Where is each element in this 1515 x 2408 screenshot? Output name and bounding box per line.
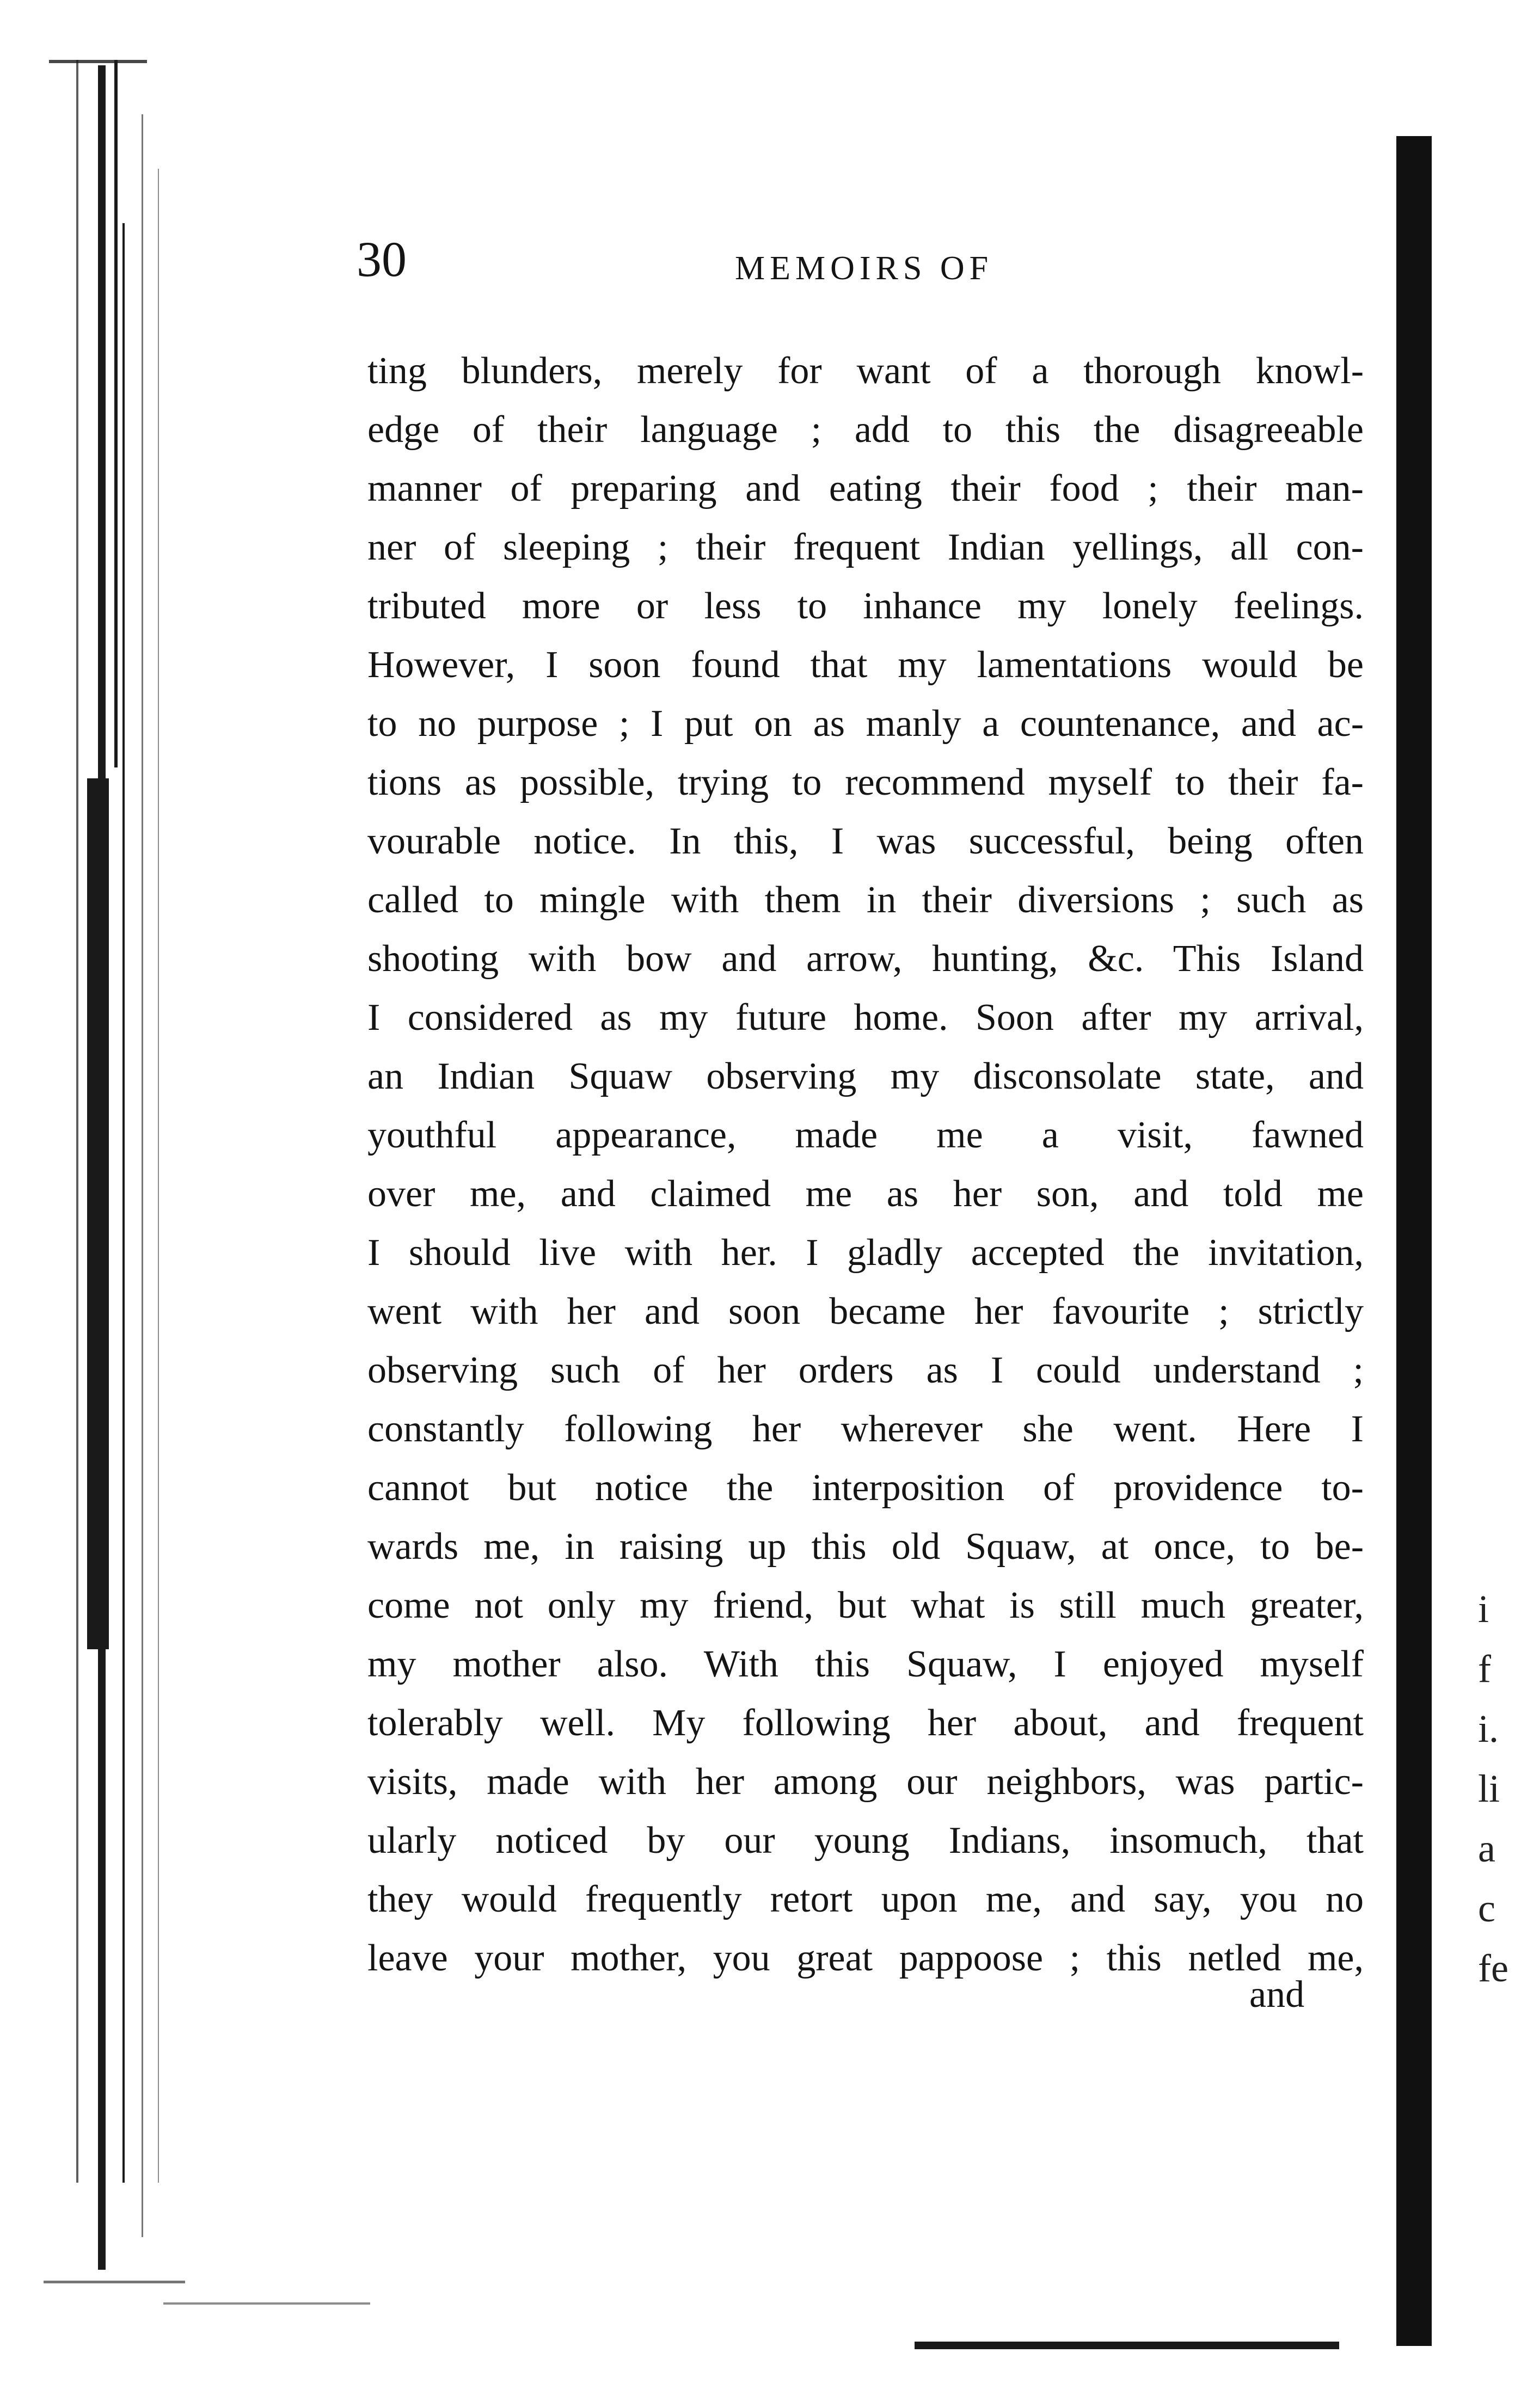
text-line: I should live with her. I gladly accepted the invitation, <box>367 1232 1364 1274</box>
text-line: to no purpose ; I put on as manly a countenance, and ac- <box>367 703 1364 745</box>
text-line: tions as possible, trying to recommend myself to their fa- <box>367 761 1364 803</box>
facing-page-fragment: i <box>1478 1587 1489 1631</box>
text-line: However, I soon found that my lamentations would be <box>367 644 1364 686</box>
facing-page-fragment: i. <box>1478 1707 1499 1750</box>
text-line: they would frequently retort upon me, and say, you no <box>367 1878 1364 1920</box>
scan-bottom-dots <box>163 2302 370 2305</box>
text-line: ularly noticed by our young Indians, insomuch, that <box>367 1820 1364 1862</box>
text-line: leave your mother, you great pappoose ; this netled me, <box>367 1937 1364 1979</box>
text-line: cannot but notice the interposition of providence to- <box>367 1467 1364 1509</box>
text-line: called to mingle with them in their diversions ; such as <box>367 879 1364 921</box>
text-line: my mother also. With this Squaw, I enjoyed myself <box>367 1643 1364 1685</box>
scan-bottom-smudge <box>915 2342 1339 2349</box>
text-line: youthful appearance, made me a visit, fawned <box>367 1114 1364 1156</box>
text-line: vourable notice. In this, I was successful, being often <box>367 820 1364 862</box>
text-line: I considered as my future home. Soon after my arrival, <box>367 997 1364 1039</box>
running-title: MEMOIRS OF <box>735 250 993 287</box>
text-line: tolerably well. My following her about, and frequent <box>367 1702 1364 1744</box>
facing-page-fragment: a <box>1478 1827 1495 1870</box>
text-line: constantly following her wherever she went. Here I <box>367 1408 1364 1450</box>
facing-page-fragment: fe <box>1478 1946 1508 1990</box>
text-line: shooting with bow and arrow, hunting, &c. This Island <box>367 938 1364 980</box>
facing-page-fragment: c <box>1478 1887 1495 1930</box>
scan-edge-shadow <box>1396 136 1432 2346</box>
catchword: and <box>1249 1974 1305 2016</box>
text-line: manner of preparing and eating their food ; their man- <box>367 468 1364 509</box>
page-number: 30 <box>357 231 407 287</box>
text-line: wards me, in raising up this old Squaw, at once, to be- <box>367 1526 1364 1568</box>
text-line: observing such of her orders as I could understand ; <box>367 1349 1364 1391</box>
text-line: ner of sleeping ; their frequent Indian yellings, all con- <box>367 526 1364 568</box>
text-line: visits, made with her among our neighbors, was partic- <box>367 1761 1364 1803</box>
text-line: went with her and soon became her favourite ; strictly <box>367 1291 1364 1332</box>
facing-page-fragment: f <box>1478 1647 1491 1691</box>
text-line: tributed more or less to inhance my lonely feelings. <box>367 585 1364 627</box>
text-line: ting blunders, merely for want of a thorough knowl- <box>367 350 1364 392</box>
body-text <box>367 342 1364 1988</box>
binding-gutter <box>44 60 185 2302</box>
text-line: an Indian Squaw observing my disconsolate state, and <box>367 1055 1364 1097</box>
text-line: edge of their language ; add to this the disagreeable <box>367 409 1364 451</box>
text-line: come not only my friend, but what is still much greater, <box>367 1584 1364 1626</box>
text-line: over me, and claimed me as her son, and told me <box>367 1173 1364 1215</box>
facing-page-fragment: li <box>1478 1767 1500 1810</box>
